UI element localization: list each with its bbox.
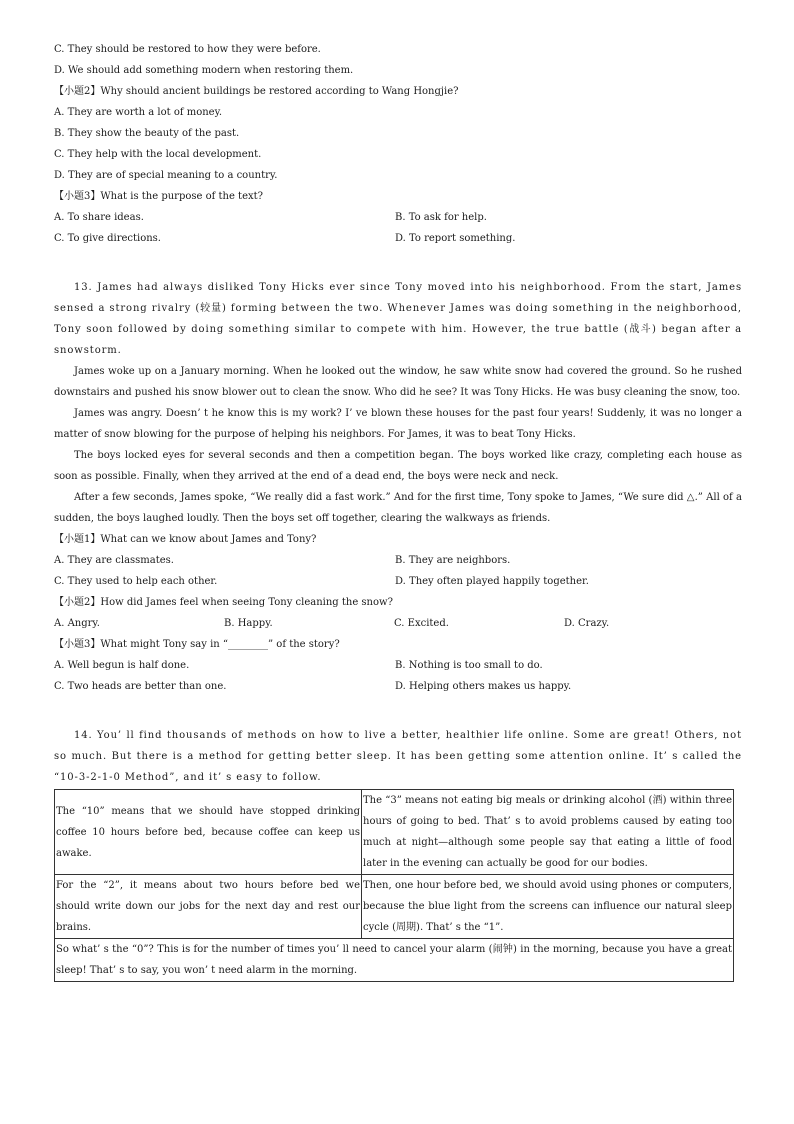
options-row bbox=[54, 655, 742, 676]
option-b: B. They are neighbors. bbox=[395, 555, 511, 566]
option-a: A. To share ideas. bbox=[54, 212, 144, 223]
option-c: C. Two heads are better than one. bbox=[54, 681, 227, 692]
sub-question-text: Why should ancient buildings be restored according to Wang Hongjie? bbox=[100, 86, 459, 97]
table-cell-3: The “3” means not eating big meals or drinking alcohol (酒) within three hours of going to bed. That’ s to avoid problems caused by eating too much at night—although some people say that eating a little of food later in the evening can actually be good for our bodies. bbox=[362, 790, 734, 875]
sub-question-stem bbox=[54, 186, 742, 207]
table-cell-10: The “10” means that we should have stopped drinking coffee 10 hours before bed, because coffee can keep us awake. bbox=[55, 790, 362, 875]
sub-question-stem bbox=[54, 592, 742, 613]
option-d: D. Crazy. bbox=[564, 618, 610, 629]
sub-question-text: How did James feel when seeing Tony cleaning the snow? bbox=[100, 597, 393, 608]
table-cell-2: For the “2”, it means about two hours before bed we should write down our jobs for the next day and rest our brains. bbox=[55, 875, 362, 939]
option-a: A. Angry. bbox=[54, 618, 100, 629]
options-row bbox=[54, 571, 742, 592]
option-a: A. They are worth a lot of money. bbox=[54, 107, 223, 118]
option-c: C. They help with the local development. bbox=[54, 149, 262, 160]
sub-question-stem bbox=[54, 529, 742, 550]
passage-paragraph: James was angry. Doesn’ t he know this is my work? I’ ve blown these houses for the past four years! Suddenly, it was no longer a matter of snow blowing for the purpose of helping his neighbors. For James, it was to beat Tony Hicks. bbox=[54, 408, 746, 440]
sub-question-label: 【小题1】 bbox=[54, 534, 101, 545]
passage-paragraph: 13. James had always disliked Tony Hicks ever since Tony moved into his neighborhood. From the start, James sensed a strong rivalry (较量) forming between the two. Whenever James was doing something in the neighborhood, Tony soon followed by doing something similar to compete with him. However, the true battle (战斗) began after a snowstorm. bbox=[54, 282, 747, 356]
table-row bbox=[55, 790, 734, 875]
sub-question-label: 【小题3】 bbox=[54, 191, 101, 202]
passage-paragraph: The boys locked eyes for several seconds and then a competition began. The boys worked like crazy, completing each house as soon as possible. Finally, when they arrived at the end of a dead end, the boys were neck and neck. bbox=[54, 450, 746, 482]
options-row bbox=[54, 613, 742, 634]
option-b: B. They show the beauty of the past. bbox=[54, 128, 240, 139]
option-c: C. To give directions. bbox=[54, 233, 161, 244]
option-b: B. Nothing is too small to do. bbox=[395, 660, 543, 671]
table-row bbox=[55, 875, 734, 939]
option-c: C. They used to help each other. bbox=[54, 576, 218, 587]
method-table bbox=[54, 789, 734, 982]
option-b: B. Happy. bbox=[224, 618, 273, 629]
options-row bbox=[54, 228, 742, 249]
table-cell-0: So what’ s the “0”? This is for the number of times you’ ll need to cancel your alarm (闹钟) in the morning, because you have a great sleep! That’ s to say, you won’ t need alarm in the morning. bbox=[55, 939, 734, 982]
option-a: A. Well begun is half done. bbox=[54, 660, 190, 671]
sub-question-stem bbox=[54, 81, 742, 102]
sub-question-text: What is the purpose of the text? bbox=[100, 191, 264, 202]
options-row bbox=[54, 207, 742, 228]
spacer bbox=[54, 249, 742, 270]
sub-question-label: 【小题2】 bbox=[54, 86, 101, 97]
option-d: D. We should add something modern when restoring them. bbox=[54, 65, 354, 76]
option-c: C. Excited. bbox=[394, 618, 449, 629]
exam-page bbox=[54, 39, 747, 982]
passage-intro: 14. You’ ll find thousands of methods on how to live a better, healthier life online. Some are great! Others, not so much. But there is a method for getting better sleep. It has been getting some attention online. It’ s called the “10-3-2-1-0 Method”, and it’ s easy to follow. bbox=[54, 730, 747, 783]
options-row bbox=[54, 550, 742, 571]
option-d: D. Helping others makes us happy. bbox=[395, 681, 572, 692]
spacer bbox=[54, 697, 742, 718]
option-d: D. They often played happily together. bbox=[395, 576, 589, 587]
options-row bbox=[54, 676, 742, 697]
table-row bbox=[55, 939, 734, 982]
sub-question-text: What might Tony say in “________” of the story? bbox=[100, 639, 340, 650]
sub-question-label: 【小题2】 bbox=[54, 597, 101, 608]
option-d: D. They are of special meaning to a country. bbox=[54, 170, 278, 181]
sub-question-text: What can we know about James and Tony? bbox=[100, 534, 317, 545]
passage-paragraph: After a few seconds, James spoke, “We really did a fast work.” And for the first time, Tony spoke to James, “We sure did △.” All of a sudden, the boys laughed loudly. Then the boys set off together, clearing the walkways as friends. bbox=[54, 492, 746, 524]
passage-paragraph: James woke up on a January morning. When he looked out the window, he saw white snow had covered the ground. So he rushed downstairs and pushed his snow blower out to clean the snow. Who did he see? It was Tony Hicks. He was busy cleaning the snow, too. bbox=[54, 366, 746, 398]
sub-question-stem bbox=[54, 634, 742, 655]
option-b: B. To ask for help. bbox=[395, 212, 487, 223]
option-d: D. To report something. bbox=[395, 233, 516, 244]
option-a: A. They are classmates. bbox=[54, 555, 174, 566]
sub-question-label: 【小题3】 bbox=[54, 639, 101, 650]
table-cell-1: Then, one hour before bed, we should avoid using phones or computers, because the blue light from the screens can influence our natural sleep cycle (周期). That’ s the “1”. bbox=[362, 875, 734, 939]
option-c: C. They should be restored to how they were before. bbox=[54, 44, 321, 55]
